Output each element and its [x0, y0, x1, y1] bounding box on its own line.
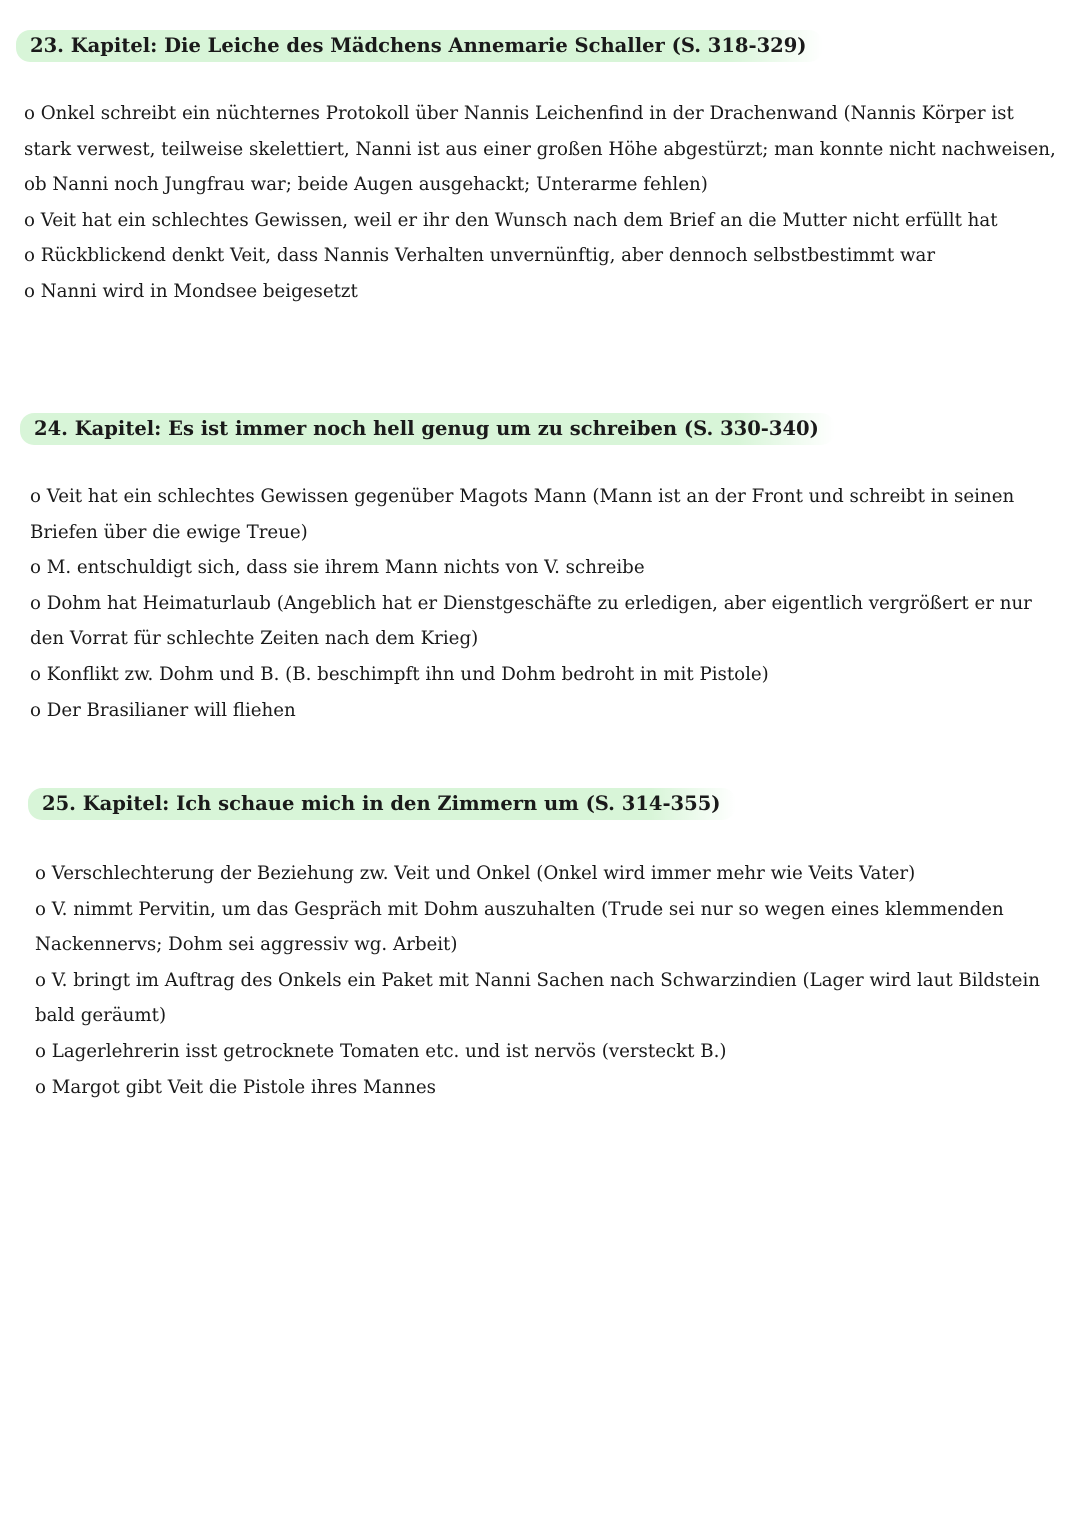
list-item: o Onkel schreibt ein nüchternes Protokoll über Nannis Leichenfind in der Drachenwand (Nannis Körper ist stark verwest, teilweise skelettiert, Nanni ist aus einer großen Höhe abgestürzt; man konnte nicht nachweisen, ob Nanni noch Jungfrau war; beide Augen ausgehackt; Unterarme fehlen) — [24, 103, 1056, 196]
list-item: o V. bringt im Auftrag des Onkels ein Paket mit Nanni Sachen nach Schwarzindien (Lager wird laut Bildstein bald geräumt) — [35, 969, 1040, 1027]
chapter-25-heading: 25. Kapitel: Ich schaue mich in den Zimmern um (S. 314-355) — [28, 788, 736, 820]
chapter-25-list — [35, 856, 1068, 1105]
list-item: o Verschlechterung der Beziehung zw. Veit und Onkel (Onkel wird immer mehr wie Veits Vater) — [35, 863, 916, 884]
list-item: o Rückblickend denkt Veit, dass Nannis Verhalten unvernünftig, aber dennoch selbstbestimmt war — [24, 245, 936, 267]
list-item: o Veit hat ein schlechtes Gewissen gegenüber Magots Mann (Mann ist an der Front und schreibt in seinen Briefen über die ewige Treue) — [30, 486, 1015, 543]
list-item: o Lagerlehrerin isst getrocknete Tomaten etc. und ist nervös (versteckt B.) — [35, 1040, 727, 1062]
chapter-24-list — [30, 479, 1060, 728]
chapter-23-heading: 23. Kapitel: Die Leiche des Mädchens Annemarie Schaller (S. 318-329) — [16, 30, 823, 62]
chapter-24-section — [20, 413, 1060, 744]
list-item: o M. entschuldigt sich, dass sie ihrem Mann nichts von V. schreibe — [30, 557, 645, 579]
chapter-23-section — [16, 30, 1056, 326]
list-item: o Veit hat ein schlechtes Gewissen, weil er ihr den Wunsch nach dem Brief an die Mutter nicht erfüllt hat — [24, 209, 998, 231]
list-item: o V. nimmt Pervitin, um das Gespräch mit Dohm auszuhalten (Trude sei nur so wegen eines klemmenden Nackennervs; Dohm sei aggressiv wg. Arbeit) — [35, 898, 1004, 956]
list-item: o Konflikt zw. Dohm und B. (B. beschimpft ihn und Dohm bedroht in mit Pistole) — [30, 663, 769, 685]
list-item: o Margot gibt Veit die Pistole ihres Mannes — [35, 1076, 437, 1098]
list-item: o Dohm hat Heimaturlaub (Angeblich hat er Dienstgeschäfte zu erledigen, aber eigentlich vergrößert er nur den Vorrat für schlechte Zeiten nach dem Krieg) — [30, 592, 1032, 650]
chapter-23-list — [24, 96, 1056, 310]
chapter-25-section — [28, 788, 1068, 1121]
chapter-24-heading: 24. Kapitel: Es ist immer noch hell genug um zu schreiben (S. 330-340) — [20, 413, 835, 445]
list-item: o Nanni wird in Mondsee beigesetzt — [24, 280, 358, 302]
list-item: o Der Brasilianer will fliehen — [30, 699, 296, 721]
